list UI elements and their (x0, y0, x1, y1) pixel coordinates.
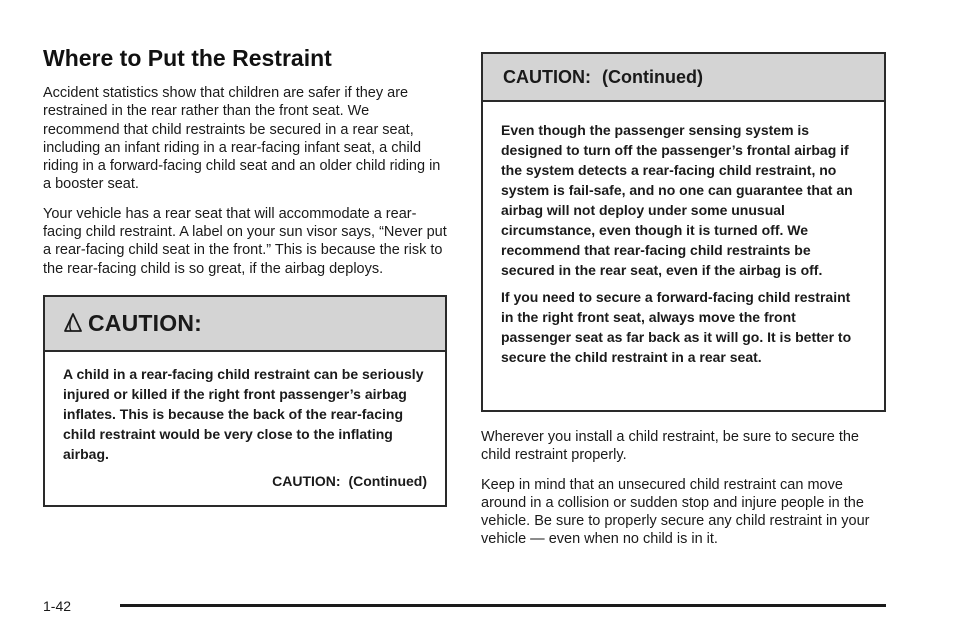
continued-note: CAUTION: (Continued) (272, 472, 427, 489)
page-number: 1-42 (43, 598, 72, 614)
section-title: Where to Put the Restraint (43, 45, 332, 71)
caution-box (43, 295, 447, 507)
caution-triangle-icon (64, 313, 82, 333)
body-paragraph: Accident statistics show that children are safer if they are restrained in the rear rather than the front seat. We recommend that child restraints be secured in a rear seat, including an infant riding in a rear-facing infant seat, a child riding in a forward-facing child seat and an older child riding in a booster seat. (43, 85, 441, 193)
body-paragraph: Your vehicle has a rear seat that will accommodate a rear-facing child restraint. A label on your sun visor says, “Never put a rear-facing child seat in the front.” This is because the risk to the rear-facing child is so great, if the airbag deploys. (43, 205, 447, 277)
caution-title: CAUTION: (88, 309, 203, 336)
caution-header (483, 54, 884, 102)
caution-header (45, 297, 445, 352)
caution-body (45, 352, 445, 491)
caution-body (483, 102, 884, 367)
body-paragraph: Wherever you install a child restraint, be sure to secure the child restraint properly. (481, 429, 859, 464)
body-paragraph: Keep in mind that an unsecured child restraint can move around in a collision or sudden stop and injure people in the vehicle. Be sure to properly secure any child restraint in your vehicle — even when no child is in it. (481, 476, 870, 548)
footer-rule (120, 604, 886, 607)
caution-title: CAUTION: (Continued) (503, 66, 703, 87)
caution-continued-box (481, 52, 886, 412)
right-column (481, 52, 886, 560)
caution-text: A child in a rear-facing child restraint can be seriously injured or killed if the right front passenger’s airbag inflates. This is because the back of the rear-facing child restraint would be very close to the inflating airbag. (63, 365, 424, 462)
caution-text: Even though the passenger sensing system is designed to turn off the passenger’s frontal airbag if the system detects a rear-facing child restraint, no system is fail-safe, and no one can guarantee that an airbag will not deploy under some unusual circumstance, even though it is turned off. We recommend that rear-facing child restraints be secured in the rear seat, even if the airbag is off. (501, 122, 853, 278)
left-column (43, 44, 447, 507)
caution-text: If you need to secure a forward-facing child restraint in the right front seat, always move the front passenger seat as far back as it will go. It is better to secure the child restraint in a rear seat. (501, 289, 852, 365)
